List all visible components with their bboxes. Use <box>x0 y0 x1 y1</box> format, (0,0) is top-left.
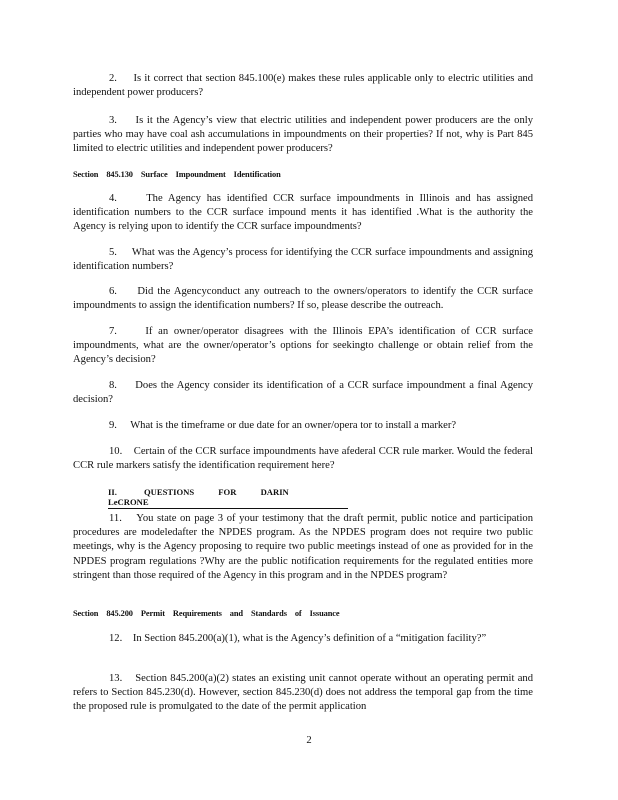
question-11: 11. You state on page 3 of your testimony that the draft permit, public notice and participation procedures are modeledafter the NPDES program. As the NPDES program does not require two public meetings, why is the Agency proposing to require two public meetings instead of one as provided for in the NPDES program regulations ?Why are the public notification requirements for the regulated entities more stringent than those required of the Agency in this program and in the NPDES program? <box>73 513 533 581</box>
roman-heading-questions-lecrone <box>108 487 348 509</box>
question-9: 9. What is the timeframe or due date for an owner/opera tor to install a marker? <box>109 420 457 431</box>
section-heading-845-130: Section 845.130 Surface Impoundment Identification <box>73 170 281 179</box>
roman-numeral: II. <box>108 487 117 497</box>
question-8: 8. Does the Agency consider its identification of a CCR surface impoundment a final Agency decision? <box>73 380 533 406</box>
question-4: 4. The Agency has identified CCR surface impoundments in Illinois and has assigned identification numbers to the CCR surface impound ments it has identified .What is the authority the Agency is relying upon to identify the CCR surface impoundments? <box>73 193 533 233</box>
question-5: 5. What was the Agency’s process for identifying the CCR surface impoundments and assigning identification numbers? <box>73 247 533 273</box>
question-13: 13. Section 845.200(a)(2) states an existing unit cannot operate without an operating permit and refers to Section 845.230(d). However, section 845.230(d) does not address the temporal gap from the time the proposed rule is promulgated to the date of the permit application <box>73 673 533 713</box>
question-2: 2. Is it correct that section 845.100(e) makes these rules applicable only to electric utilities and independent power producers? <box>73 73 533 99</box>
section-heading-845-200: Section 845.200 Permit Requirements and Standards of Issuance <box>73 609 340 618</box>
page-number: 2 <box>306 735 312 746</box>
question-12: 12. In Section 845.200(a)(1), what is the Agency’s definition of a “mitigation facility?” <box>109 633 487 644</box>
question-7: 7. If an owner/operator disagrees with the Illinois EPA’s identification of CCR surface impoundments, what are the owner/operator’s options for seekingto challenge or obtain relief from the Agency’s decision? <box>73 326 533 366</box>
question-6: 6. Did the Agencyconduct any outreach to the owners/operators to identify the CCR surface impoundments to assign the identification numbers? If so, please describe the outreach. <box>73 286 533 312</box>
question-10: 10. Certain of the CCR surface impoundments have afederal CCR rule marker. Would the federal CCR rule markers satisfy the identification requirement here? <box>73 446 533 472</box>
question-3: 3. Is it the Agency’s view that electric utilities and independent power producers are the only parties who may have coal ash accumulations in impoundments on their properties? If not, why is Part 845 limited to electric utilities and independent power producers? <box>73 115 533 155</box>
roman-heading-text: QUESTIONS FOR DARIN LeCRONE <box>108 487 289 507</box>
